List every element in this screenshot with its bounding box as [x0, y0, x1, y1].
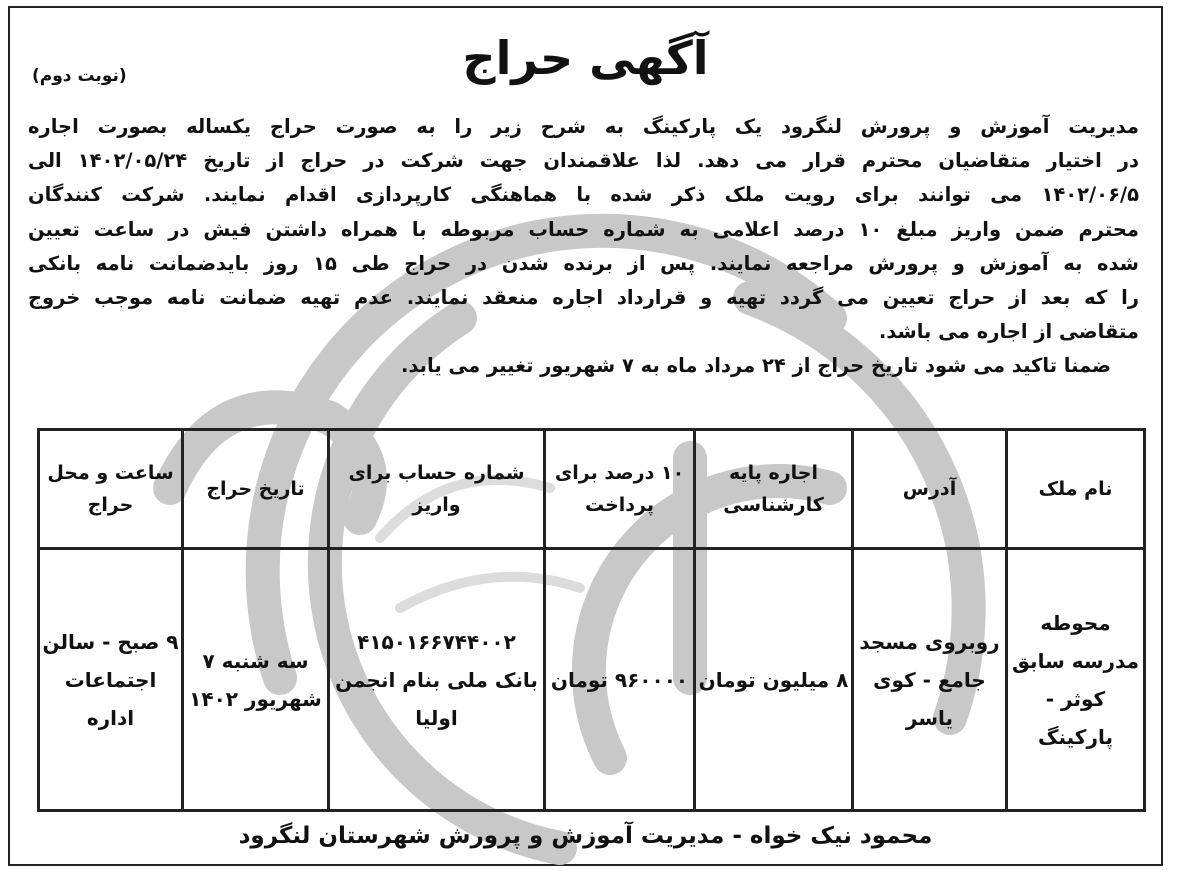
header-account: شماره حساب برای واریز	[329, 430, 545, 549]
date-change-note: ضمنا تاکید می شود تاریخ حراج از ۲۴ مرداد ماه به ۷ شهریور تغییر می یابد.	[401, 354, 1111, 378]
cell-address: روبروی مسجد جامع - کوی یاسر	[853, 549, 1007, 811]
notice-frame	[8, 6, 1163, 866]
paragraph-line: متقاضی از اجاره می باشد.	[878, 320, 1139, 344]
paragraph-line: محترم ضمن واریز مبلغ ۱۰ درصد اعلامی به شماره حساب مربوطه با همراه داشتن فیش در ساعت تعیین	[28, 217, 1139, 241]
header-date: تاریخ حراج	[183, 430, 329, 549]
header-property: نام ملک	[1007, 430, 1145, 549]
cell-date: سه شنبه ۷ شهریور ۱۴۰۲	[183, 549, 329, 811]
header-ten-percent: ۱۰ درصد برای پرداخت	[545, 430, 695, 549]
notice-paragraph	[28, 110, 1139, 384]
table-header-row	[39, 430, 1145, 549]
table-row	[39, 549, 1145, 811]
auction-table	[37, 428, 1146, 812]
account-number: ۴۱۵۰۱۶۶۷۴۴۰۰۲	[357, 629, 516, 654]
cell-time-place: ۹ صبح - سالن اجتماعات اداره	[39, 549, 183, 811]
cell-property: محوطه مدرسه سابق کوثر - پارکینگ	[1007, 549, 1145, 811]
paragraph-line: شده به آموزش و پرورش مراجعه نمایند. پس از برنده شدن در حراج طی ۱۵ روز بایدضمانت نامه بانکی	[28, 251, 1139, 275]
cell-account	[329, 549, 545, 811]
notice-round: (نوبت دوم)	[32, 66, 127, 86]
paragraph-line: را که بعد از حراج تعیین می گردد تهیه و قرارداد اجاره منعقد نمایند. عدم تهیه ضمانت نامه موجب خروج	[28, 286, 1139, 310]
signature: محمود نیک خواه - مدیریت آموزش و پرورش شهرستان لنگرود	[238, 823, 933, 849]
header-time-place: ساعت و محل حراج	[39, 430, 183, 549]
cell-base-rent: ۸ میلیون تومان	[695, 549, 853, 811]
paragraph-line: مدیریت آموزش و پرورش لنگرود یک پارکینگ به شرح زیر را به صورت حراج یکساله بصورت اجاره	[28, 115, 1139, 138]
paragraph-line: در اختیار متقاضیان محترم قرار می دهد. لذا علاقمندان جهت شرکت در حراج از تاریخ ۱۴۰۲/۰۵/۲۴ الی	[28, 149, 1139, 173]
cell-ten-percent: ۹۶۰۰۰۰ تومان	[545, 549, 695, 811]
paragraph-line: ۱۴۰۲/۰۶/۵ می توانند برای رویت ملک ذکر شده با هماهنگی کارپردازی اقدام نمایند. شرکت کنندگان	[28, 183, 1139, 207]
notice-title: آگهی حراج	[462, 31, 709, 85]
account-bank: بانک ملی بنام انجمن اولیا	[335, 667, 538, 730]
header-address: آدرس	[853, 430, 1007, 549]
header-base-rent: اجاره پایه کارشناسی	[695, 430, 853, 549]
